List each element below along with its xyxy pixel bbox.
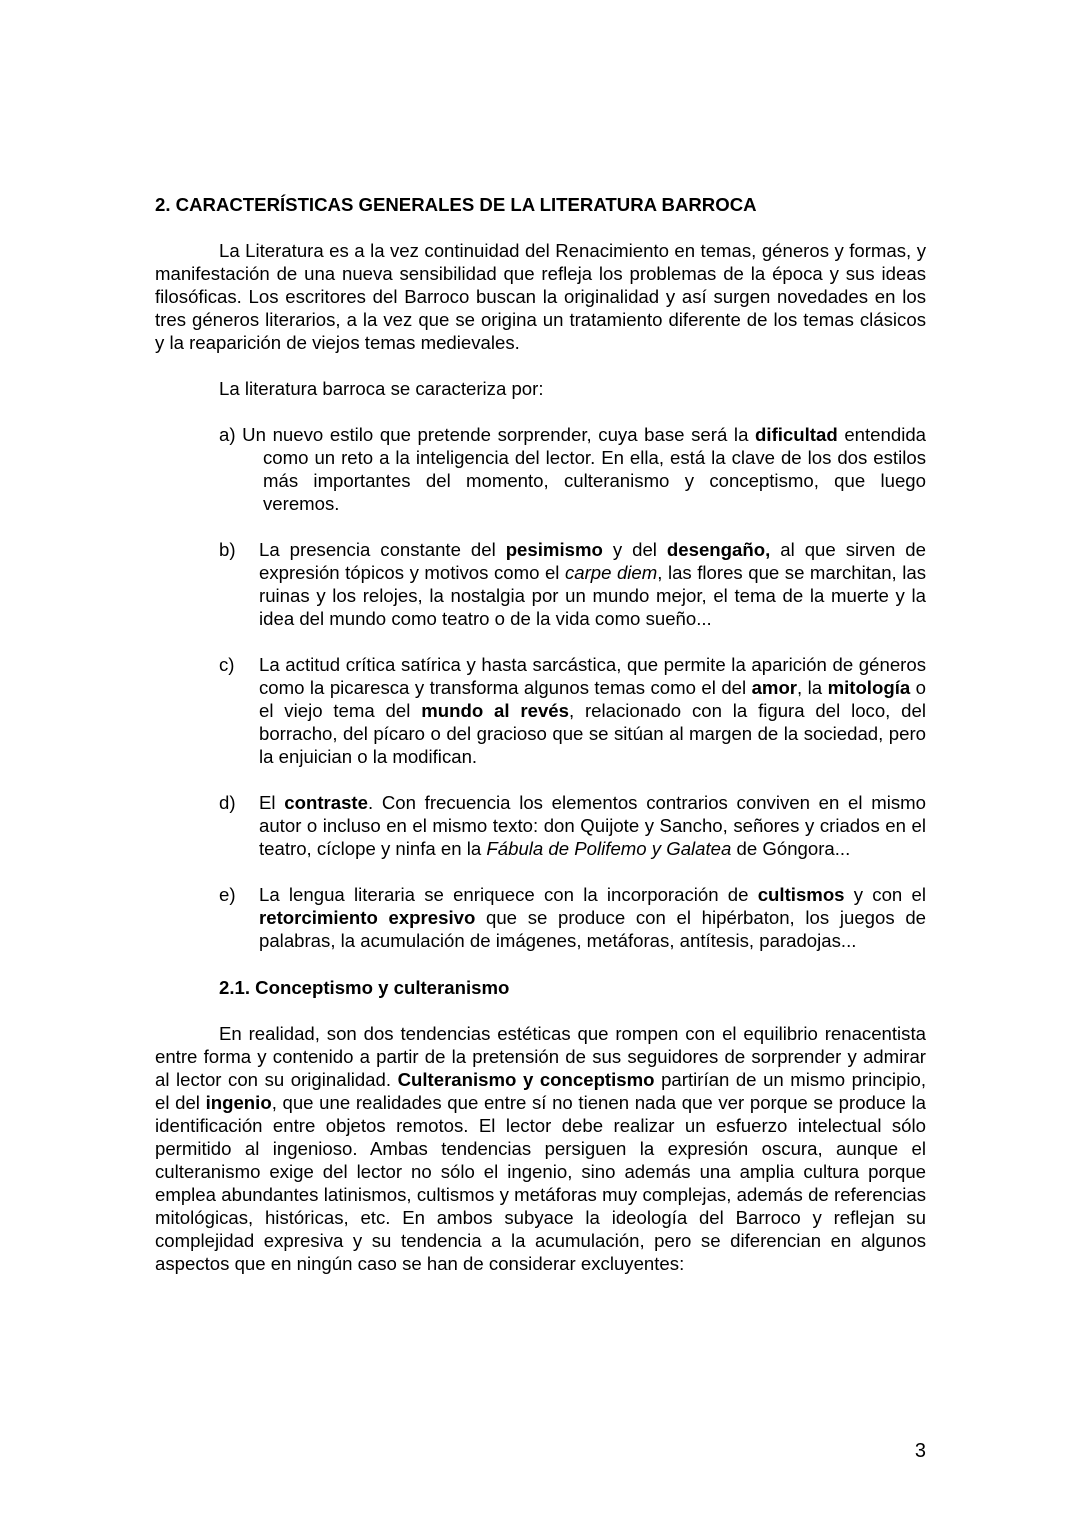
bold-term: cultismos — [757, 884, 845, 905]
bold-term: mitología — [827, 677, 911, 698]
italic-term: carpe diem — [564, 562, 658, 583]
list-item-text — [259, 883, 926, 952]
characteristics-list — [155, 423, 926, 952]
bold-term: retorcimiento expresivo — [259, 907, 476, 928]
bold-term: mundo al revés — [421, 700, 569, 721]
page-content — [155, 193, 926, 1275]
bold-term: contraste — [284, 792, 368, 813]
list-item-label: e) — [219, 884, 236, 905]
text-run: La actitud crítica satírica y hasta sarcástica, que permite la aparición de géneros como la picaresca y transforma algunos temas como el del — [259, 654, 926, 698]
text-run: que se produce con el hipérbaton, los juegos de palabras, la acumulación de imágenes, metáforas, antítesis, paradojas... — [259, 907, 926, 951]
text-run: La lengua literaria se enriquece con la incorporación de — [259, 884, 758, 905]
text-run: En realidad, son dos tendencias estéticas que rompen con el equilibrio renacentista entre forma y contenido a partir de la pretensión de sus seguidores de sorprender y admirar al lector con su originalidad. — [155, 1023, 926, 1090]
bold-term: dificultad — [755, 424, 838, 445]
italic-term: Fábula de Polifemo y Galatea — [486, 838, 732, 859]
list-item-text — [259, 538, 926, 630]
text-run: al que sirven de expresión tópicos y motivos como el — [259, 539, 926, 583]
list-item-label: c) — [219, 654, 235, 675]
section-heading: 2. CARACTERÍSTICAS GENERALES DE LA LITERATURA BARROCA — [155, 194, 757, 215]
intro-paragraph: La Literatura es a la vez continuidad del Renacimiento en temas, géneros y formas, y manifestación de una nueva sensibilidad que refleja los problemas de la época y sus ideas filosóficas. Los escritores del Barroco buscan la originalidad y así surgen novedades en los tres géneros literarios, a la vez que se origina un tratamiento diferente de los temas clásicos y la reaparición de viejos temas medievales. — [155, 240, 926, 353]
list-item — [219, 791, 926, 860]
list-intro: La literatura barroca se caracteriza por: — [219, 378, 544, 399]
text-run: partirían de un mismo principio, el del — [155, 1069, 927, 1113]
bold-term: pesimismo — [505, 539, 603, 560]
list-item-label: d) — [219, 792, 236, 813]
list-item-label: b) — [219, 539, 236, 560]
text-run: , la — [797, 677, 828, 698]
text-run: , relacionado con la figura del loco, del borracho, del pícaro o del gracioso que se sitúan al margen de la sociedad, pero la enjuician o la modifican. — [259, 700, 926, 767]
bold-term: amor — [751, 677, 798, 698]
list-item — [219, 653, 926, 768]
text-run: . Con frecuencia los elementos contrarios conviven en el mismo autor o incluso en el mismo texto: don Quijote y Sancho, señores y criados en el teatro, cíclope y ninfa en la — [259, 792, 926, 859]
list-item-text — [259, 791, 926, 860]
bold-term: Culteranismo y conceptismo — [397, 1069, 655, 1090]
bold-term: ingenio — [205, 1092, 272, 1113]
text-run: y con el — [844, 884, 926, 905]
subsection-heading: 2.1. Conceptismo y culteranismo — [219, 977, 510, 998]
list-item — [219, 423, 926, 515]
page-number: 3 — [914, 1440, 926, 1462]
text-run: La presencia constante del — [259, 539, 506, 560]
text-run: o el viejo tema del — [259, 677, 926, 721]
text-run: y del — [602, 539, 667, 560]
text-run: El — [259, 792, 285, 813]
text-run: entendida como un reto a la inteligencia del lector. En ella, está la clave de los dos estilos más importantes del momento, culteranismo y conceptismo, que luego veremos. — [263, 424, 927, 514]
text-run: Un nuevo estilo que pretende sorprender, cuya base será la — [242, 424, 756, 445]
bold-term: desengaño, — [666, 539, 771, 560]
final-paragraph — [155, 1022, 926, 1275]
list-item — [219, 883, 926, 952]
text-run: , las flores que se marchitan, las ruinas y los relojes, la nostalgia por un mundo mejor, el tema de la muerte y la idea del mundo como teatro o de la vida como sueño... — [259, 562, 927, 629]
list-item — [219, 538, 926, 630]
list-item-text — [259, 653, 926, 768]
text-run: de Góngora... — [731, 838, 851, 859]
list-item-label: a) — [219, 424, 243, 445]
text-run: , que une realidades que entre sí no tienen nada que ver porque se produce la identificación entre objetos remotos. El lector debe realizar un esfuerzo intelectual sólo permitido al ingenioso. Ambas tendencias persiguen la expresión oscura, aunque el culteranismo exige del lector no sólo el ingenio, sino además una amplia cultura porque emplea abundantes latinismos, cultismos y metáforas muy complejas, además de referencias mitológicas, históricas, etc. En ambos subyace la ideología del Barroco y reflejan su complejidad expresiva y su tendencia a la acumulación, pero se diferencian en algunos aspectos que en ningún caso se han de considerar excluyentes: — [155, 1092, 926, 1274]
